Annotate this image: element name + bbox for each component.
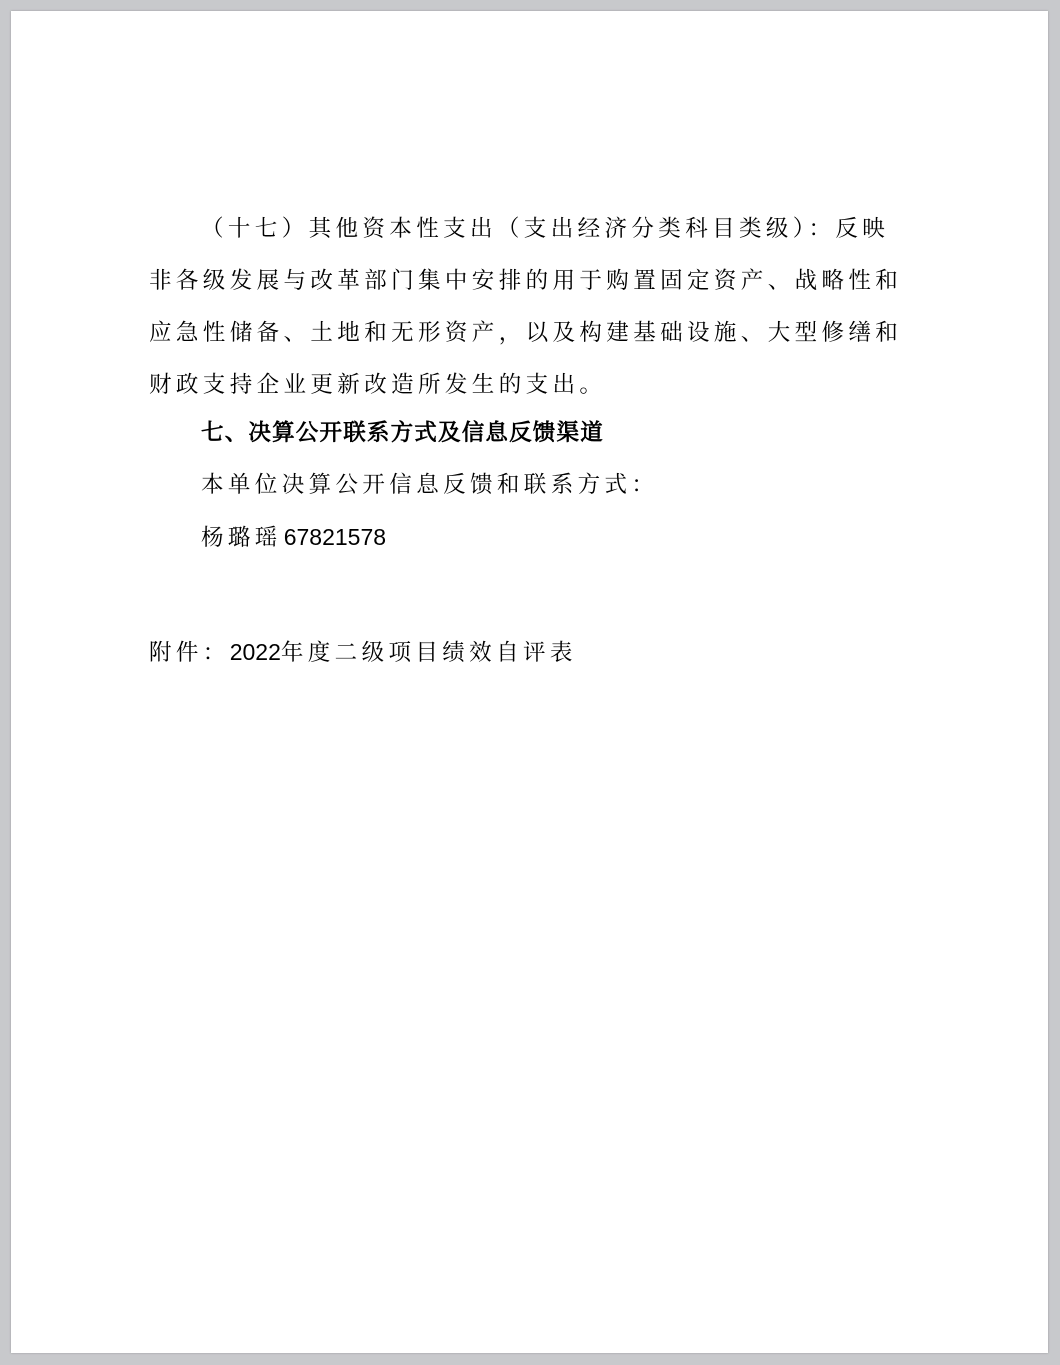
paragraph-line: 应急性储备、土地和无形资产，以及构建基础设施、大型修缮和 [149,320,903,346]
contact-intro-text: 本单位决算公开信息反馈和联系方式： [201,472,659,498]
paragraph-other-capital-expenditure [149,203,929,411]
section-heading: 七、决算公开联系方式及信息反馈渠道 [201,420,604,446]
paragraph-line: 非各级发展与改革部门集中安排的用于购置固定资产、战略性和 [149,268,903,294]
document-page [11,11,1048,1353]
contact-name: 杨璐瑶 [201,525,282,551]
contact-line [201,511,981,564]
attachment-title: 年度二级项目绩效自评表 [280,640,577,666]
paragraph-line: （十七）其他资本性支出（支出经济分类科目类级）：反映 [201,216,890,242]
paragraph-line: 财政支持企业更新改造所发生的支出。 [149,372,607,398]
attachment-prefix: 附件： [149,640,230,666]
attachment-line [149,626,929,679]
contact-phone: 67821578 [283,524,387,550]
attachment-year: 2022 [229,639,281,665]
